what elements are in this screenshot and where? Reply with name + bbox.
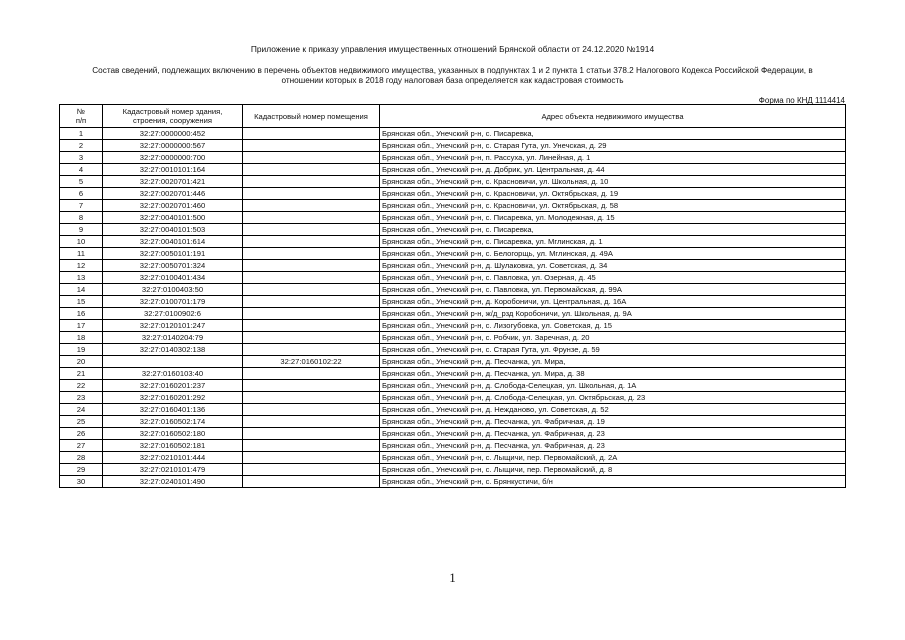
table-row [60, 392, 846, 404]
cell-building-cadastral: 32:27:0160502:174 [103, 416, 243, 428]
cell-address: Брянская обл., Унечский р-н, д. Нежданово, ул. Советская, д. 52 [380, 404, 846, 416]
cell-premises-cadastral [243, 248, 380, 260]
table-row [60, 176, 846, 188]
cell-premises-cadastral [243, 140, 380, 152]
table-row [60, 428, 846, 440]
cell-building-cadastral: 32:27:0010101:164 [103, 164, 243, 176]
cell-premises-cadastral [243, 284, 380, 296]
cell-premises-cadastral [243, 404, 380, 416]
table-row [60, 452, 846, 464]
registry-table [59, 104, 846, 488]
page-number: 1 [449, 570, 456, 585]
cell-number: 26 [60, 428, 103, 440]
table-row [60, 272, 846, 284]
cell-building-cadastral: 32:27:0020701:421 [103, 176, 243, 188]
cell-address: Брянская обл., Унечский р-н, с. Писаревка, [380, 128, 846, 140]
cell-building-cadastral: 32:27:0160201:237 [103, 380, 243, 392]
cell-building-cadastral: 32:27:0040101:500 [103, 212, 243, 224]
table-row [60, 416, 846, 428]
table-row [60, 260, 846, 272]
cell-building-cadastral: 32:27:0040101:614 [103, 236, 243, 248]
subtitle-line-1: Состав сведений, подлежащих включению в перечень объектов недвижимого имущества, указанных в подпунктах 1 и 2 пункта 1 статьи 378.2 Налогового Кодекса Российской Федерации, в [92, 66, 813, 75]
cell-address: Брянская обл., Унечский р-н, с. Брянкустичи, б/н [380, 476, 846, 488]
cell-number: 9 [60, 224, 103, 236]
table-row [60, 380, 846, 392]
cell-address: Брянская обл., Унечский р-н, д. Добрик, ул. Центральная, д. 44 [380, 164, 846, 176]
cell-premises-cadastral [243, 308, 380, 320]
cell-address: Брянская обл., Унечский р-н, с. Лизогубовка, ул. Советская, д. 15 [380, 320, 846, 332]
cell-building-cadastral: 32:27:0240101:490 [103, 476, 243, 488]
cell-number: 15 [60, 296, 103, 308]
table-row [60, 332, 846, 344]
cell-number: 29 [60, 464, 103, 476]
cell-premises-cadastral [243, 272, 380, 284]
cell-building-cadastral: 32:27:0160401:136 [103, 404, 243, 416]
table-row [60, 308, 846, 320]
cell-number: 5 [60, 176, 103, 188]
table-row [60, 224, 846, 236]
cell-building-cadastral: 32:27:0100403:50 [103, 284, 243, 296]
cell-building-cadastral: 32:27:0120101:247 [103, 320, 243, 332]
cell-address: Брянская обл., Унечский р-н, с. Писаревка, ул. Молодежная, д. 15 [380, 212, 846, 224]
document-title: Приложение к приказу управления имущественных отношений Брянской области от 24.12.2020 №1914 [250, 44, 655, 54]
table-row [60, 128, 846, 140]
cell-number: 28 [60, 452, 103, 464]
cell-address: Брянская обл., Унечский р-н, с. Красновичи, ул. Октябрьская, д. 19 [380, 188, 846, 200]
cell-premises-cadastral [243, 200, 380, 212]
table-row [60, 344, 846, 356]
cell-address: Брянская обл., Унечский р-н, д. Песчанка, ул. Фабричная, д. 23 [380, 428, 846, 440]
cell-number: 23 [60, 392, 103, 404]
cell-premises-cadastral [243, 440, 380, 452]
cell-address: Брянская обл., Унечский р-н, с. Старая Гута, ул. Фрунзе, д. 59 [380, 344, 846, 356]
cell-address: Брянская обл., Унечский р-н, с. Красновичи, ул. Октябрьская, д. 58 [380, 200, 846, 212]
cell-premises-cadastral [243, 380, 380, 392]
cell-number: 7 [60, 200, 103, 212]
cell-building-cadastral: 32:27:0160502:181 [103, 440, 243, 452]
table-row [60, 188, 846, 200]
cell-number: 30 [60, 476, 103, 488]
cell-number: 12 [60, 260, 103, 272]
column-header-building-cadastral: Кадастровый номер здания, строения, сооружения [103, 105, 243, 128]
cell-address: Брянская обл., Унечский р-н, д. Слобода-Селецкая, ул. Октябрьская, д. 23 [380, 392, 846, 404]
cell-address: Брянская обл., Унечский р-н, д. Шулаковка, ул. Советская, д. 34 [380, 260, 846, 272]
table-row [60, 320, 846, 332]
table-row [60, 404, 846, 416]
cell-number: 8 [60, 212, 103, 224]
cell-building-cadastral: 32:27:0020701:460 [103, 200, 243, 212]
cell-address: Брянская обл., Унечский р-н, с. Белогорщь, ул. Мглинская, д. 49А [380, 248, 846, 260]
table-header-row [60, 105, 846, 128]
table-row [60, 212, 846, 224]
cell-number: 16 [60, 308, 103, 320]
cell-building-cadastral: 32:27:0100902:6 [103, 308, 243, 320]
column-header-address: Адрес объекта недвижимого имущества [380, 105, 846, 128]
table-row [60, 164, 846, 176]
table-row [60, 140, 846, 152]
cell-building-cadastral: 32:27:0160201:292 [103, 392, 243, 404]
cell-address: Брянская обл., Унечский р-н, д. Песчанка, ул. Фабричная, д. 19 [380, 416, 846, 428]
cell-premises-cadastral [243, 392, 380, 404]
cell-number: 18 [60, 332, 103, 344]
cell-number: 19 [60, 344, 103, 356]
cell-premises-cadastral [243, 296, 380, 308]
cell-address: Брянская обл., Унечский р-н, д. Песчанка, ул. Мира, [380, 356, 846, 368]
cell-number: 11 [60, 248, 103, 260]
table-row [60, 356, 846, 368]
cell-number: 13 [60, 272, 103, 284]
cell-premises-cadastral [243, 164, 380, 176]
form-code: Форма по КНД 1114414 [758, 96, 845, 105]
table-row [60, 440, 846, 452]
cell-number: 27 [60, 440, 103, 452]
cell-number: 2 [60, 140, 103, 152]
cell-building-cadastral: 32:27:0100701:179 [103, 296, 243, 308]
table-row [60, 464, 846, 476]
cell-premises-cadastral [243, 236, 380, 248]
cell-premises-cadastral [243, 152, 380, 164]
column-header-number: № п/п [60, 105, 103, 128]
cell-premises-cadastral [243, 176, 380, 188]
cell-address: Брянская обл., Унечский р-н, с. Павловка, ул. Озерная, д. 45 [380, 272, 846, 284]
cell-building-cadastral: 32:27:0050101:191 [103, 248, 243, 260]
cell-number: 14 [60, 284, 103, 296]
cell-premises-cadastral [243, 332, 380, 344]
cell-premises-cadastral [243, 416, 380, 428]
table-row [60, 368, 846, 380]
cell-building-cadastral: 32:27:0140302:138 [103, 344, 243, 356]
cell-premises-cadastral [243, 368, 380, 380]
table-row [60, 200, 846, 212]
cell-address: Брянская обл., Унечский р-н, с. Лыщичи, пер. Первомайский, д. 2А [380, 452, 846, 464]
table-row [60, 152, 846, 164]
cell-premises-cadastral [243, 452, 380, 464]
cell-address: Брянская обл., Унечский р-н, д. Песчанка, ул. Мира, д. 38 [380, 368, 846, 380]
cell-address: Брянская обл., Унечский р-н, с. Лыщичи, пер. Первомайский, д. 8 [380, 464, 846, 476]
cell-address: Брянская обл., Унечский р-н, д. Песчанка, ул. Фабричная, д. 23 [380, 440, 846, 452]
cell-premises-cadastral [243, 344, 380, 356]
cell-premises-cadastral [243, 428, 380, 440]
cell-number: 1 [60, 128, 103, 140]
cell-building-cadastral: 32:27:0160502:180 [103, 428, 243, 440]
cell-building-cadastral: 32:27:0000000:700 [103, 152, 243, 164]
document-subtitle [60, 66, 845, 86]
cell-building-cadastral: 32:27:0160103:40 [103, 368, 243, 380]
cell-premises-cadastral [243, 128, 380, 140]
cell-number: 20 [60, 356, 103, 368]
cell-building-cadastral: 32:27:0100401:434 [103, 272, 243, 284]
cell-premises-cadastral [243, 260, 380, 272]
cell-number: 22 [60, 380, 103, 392]
cell-building-cadastral [103, 356, 243, 368]
cell-address: Брянская обл., Унечский р-н, ж/д_рзд Коробоничи, ул. Школьная, д. 9А [380, 308, 846, 320]
cell-number: 21 [60, 368, 103, 380]
cell-address: Брянская обл., Унечский р-н, с. Старая Гута, ул. Унечская, д. 29 [380, 140, 846, 152]
cell-address: Брянская обл., Унечский р-н, с. Павловка, ул. Первомайская, д. 99А [380, 284, 846, 296]
cell-premises-cadastral [243, 464, 380, 476]
cell-address: Брянская обл., Унечский р-н, с. Красновичи, ул. Школьная, д. 10 [380, 176, 846, 188]
cell-premises-cadastral [243, 320, 380, 332]
cell-building-cadastral: 32:27:0210101:444 [103, 452, 243, 464]
cell-building-cadastral: 32:27:0000000:452 [103, 128, 243, 140]
cell-number: 6 [60, 188, 103, 200]
cell-number: 10 [60, 236, 103, 248]
column-header-premises-cadastral: Кадастровый номер помещения [243, 105, 380, 128]
cell-number: 3 [60, 152, 103, 164]
cell-address: Брянская обл., Унечский р-н, д. Слобода-Селецкая, ул. Школьная, д. 1А [380, 380, 846, 392]
cell-address: Брянская обл., Унечский р-н, п. Рассуха, ул. Линейная, д. 1 [380, 152, 846, 164]
cell-address: Брянская обл., Унечский р-н, с. Писаревка, [380, 224, 846, 236]
table-row [60, 248, 846, 260]
cell-building-cadastral: 32:27:0140204:79 [103, 332, 243, 344]
table-row [60, 296, 846, 308]
table-body [60, 128, 846, 488]
table-row [60, 236, 846, 248]
cell-building-cadastral: 32:27:0000000:567 [103, 140, 243, 152]
cell-building-cadastral: 32:27:0050701:324 [103, 260, 243, 272]
cell-number: 17 [60, 320, 103, 332]
cell-premises-cadastral: 32:27:0160102:22 [243, 356, 380, 368]
table-row [60, 476, 846, 488]
cell-premises-cadastral [243, 224, 380, 236]
cell-premises-cadastral [243, 188, 380, 200]
cell-premises-cadastral [243, 476, 380, 488]
cell-address: Брянская обл., Унечский р-н, с. Писаревка, ул. Мглинская, д. 1 [380, 236, 846, 248]
cell-address: Брянская обл., Унечский р-н, с. Робчик, ул. Заречная, д. 20 [380, 332, 846, 344]
table-row [60, 284, 846, 296]
cell-building-cadastral: 32:27:0040101:503 [103, 224, 243, 236]
cell-number: 25 [60, 416, 103, 428]
cell-building-cadastral: 32:27:0210101:479 [103, 464, 243, 476]
cell-building-cadastral: 32:27:0020701:446 [103, 188, 243, 200]
cell-number: 4 [60, 164, 103, 176]
cell-premises-cadastral [243, 212, 380, 224]
cell-number: 24 [60, 404, 103, 416]
subtitle-line-2: отношении которых в 2018 году налоговая база определяется как кадастровая стоимость [281, 76, 624, 85]
cell-address: Брянская обл., Унечский р-н, д. Коробоничи, ул. Центральная, д. 16А [380, 296, 846, 308]
